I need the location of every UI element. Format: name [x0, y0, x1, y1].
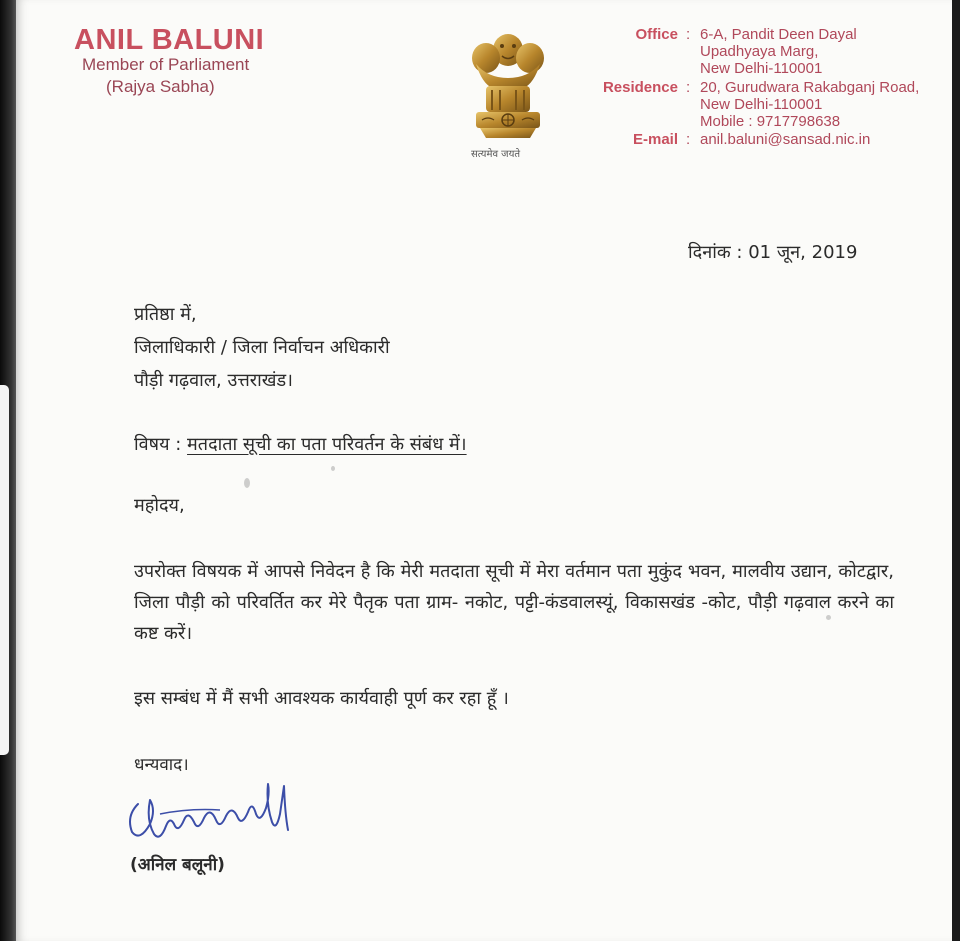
body-paragraph-1: उपरोक्त विषयक में आपसे निवेदन है कि मेरी मतदाता सूची में मेरा वर्तमान पता मुकुंद भवन, मालवीय उद्यान, कोटद्वार, जिला पौड़ी को परिवर्तित कर मेरे पैतृक पता ग्राम- नकोट, पट्टी-कंडवालस्यूं, विकासखंड -कोट, पौड़ी गढ़वाल करने का कष्ट करें।	[134, 561, 894, 644]
office-line-3: New Delhi-110001	[700, 60, 823, 77]
side-tab	[0, 385, 9, 755]
letterhead-designation: Member of Parliament	[82, 55, 250, 74]
letterhead-name: ANIL BALUNI	[74, 24, 265, 56]
office-line-2: Upadhyaya Marg,	[700, 43, 819, 60]
right-edge	[952, 0, 960, 941]
residence-label: Residence	[602, 79, 678, 96]
residence-line-2: New Delhi-110001	[700, 96, 823, 113]
speck	[331, 466, 335, 471]
body-paragraph-2: इस सम्बंध में मैं सभी आवश्यक कार्यवाही पूर्ण कर रहा हूँ ।	[134, 688, 509, 709]
office-colon: :	[686, 26, 691, 43]
subject-prefix: विषय :	[134, 434, 182, 455]
speck	[826, 615, 831, 620]
office-label: Office	[635, 26, 678, 43]
recipient-line-3: पौड़ी गढ़वाल, उत्तराखंड।	[134, 370, 293, 391]
national-emblem-icon	[462, 28, 554, 146]
letterhead-house: (Rajya Sabha)	[106, 77, 215, 96]
recipient-line-2: जिलाधिकारी / जिला निर्वाचन अधिकारी	[134, 337, 390, 358]
email-colon: :	[686, 131, 691, 148]
subject-text: मतदाता सूची का पता परिवर्तन के संबंध में।	[187, 434, 467, 455]
letter-date: दिनांक : 01 जून, 2019	[688, 242, 858, 263]
residence-line-3: Mobile : 9717798638	[700, 113, 841, 130]
residence-colon: :	[686, 79, 691, 96]
emblem-motto: सत्यमेव जयते	[471, 149, 521, 160]
residence-address	[700, 79, 919, 130]
speck	[244, 478, 250, 488]
subject-line	[134, 432, 467, 456]
office-address	[700, 26, 857, 77]
letter-page	[16, 0, 952, 941]
closing-thanks: धन्यवाद।	[134, 755, 189, 775]
residence-line-1: 20, Gurudwara Rakabganj Road,	[700, 79, 920, 96]
email-address: anil.baluni@sansad.nic.in	[700, 131, 871, 148]
recipient-line-1: प्रतिष्ठा में,	[134, 304, 197, 325]
email-label: E-mail	[632, 131, 678, 148]
office-line-1: 6-A, Pandit Deen Dayal	[700, 26, 857, 43]
salutation: महोदय,	[134, 495, 185, 516]
signature-icon	[120, 764, 310, 854]
signer-name: (अनिल बलूनी)	[130, 855, 225, 875]
